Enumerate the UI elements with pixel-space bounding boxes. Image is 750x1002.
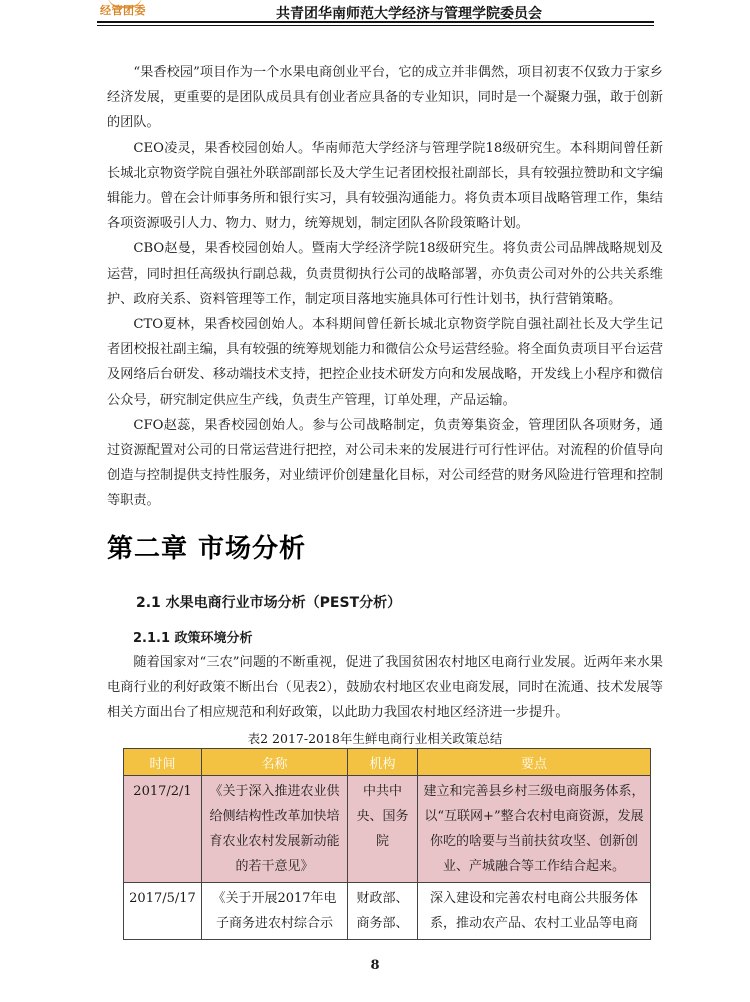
section-title: 2.1 水果电商行业市场分析（PEST分析） <box>136 595 402 611</box>
paragraph-ceo: CEO凌灵，果香校园创始人。华南师范大学经济与管理学院18级研究生。本科期间曾任新长城北京物资学院自强社外联部副部长及大学生记者团校报社副部长，具有较强拉赞助和文字编辑能力。曾在会计师事务所和银行实习，具有较强沟通能力。将负责本项目战略管理工作，集结各项资源吸引人力、物力、财力，统筹规划，制定团队各阶段策略计划。 <box>107 140 663 232</box>
cell-points: 深入建设和完善农村电商公共服务体系，推动农产品、农村工业品等电商 <box>418 883 651 940</box>
paragraph-cfo: CFO赵蕊，果香校园创始人。参与公司战略制定，负责筹集资金，管理团队各项财务，通过资源配置对公司的日常运营进行把控，对公司未来的发展进行可行性评估。对流程的价值导向创造与控制提供支持性服务，对业绩评价创建量化目标，对公司经营的财务风险进行管理和控制等职责。 <box>107 417 663 509</box>
chapter-title: 第二章 市场分析 <box>107 534 307 564</box>
paragraph-intro: “果香校园”项目作为一个水果电商创业平台，它的成立并非偶然，项目初衷不仅致力于家乡经济发展，更重要的是团队成员具有创业者应具备的专业知识，同时是一个凝聚力强，敢于创新的团队。 <box>107 65 663 131</box>
table-caption: 表2 2017-2018年生鲜电商行业相关政策总结 <box>247 731 503 746</box>
table-header-row <box>124 749 651 776</box>
cell-date: 2017/2/1 <box>124 776 202 883</box>
cell-name: 《关于深入推进农业供给侧结构性改革加快培育农业农村发展新动能的若干意见》 <box>202 776 348 883</box>
cell-date: 2017/5/17 <box>124 883 202 940</box>
header-name: 名称 <box>202 749 348 776</box>
policy-table <box>123 748 651 940</box>
header-title: 共青团华南师范大学经济与管理学院委员会 <box>276 6 542 22</box>
header-logo: 经管团委 <box>100 4 146 17</box>
intro-section <box>107 60 663 514</box>
header-rule-thin <box>97 25 654 26</box>
cell-org: 财政部、商务部、 <box>348 883 418 940</box>
subsection-title: 2.1.1 政策环境分析 <box>133 631 253 646</box>
paragraph-cto: CTO夏林，果香校园创始人。本科期间曾任新长城北京物资学院自强社副社长及大学生记者团校报社副主编，具有较强的统筹规划能力和微信公众号运营经验。将全面负责项目平台运营及网络后台研发、移动端技术支持，把控企业技术研发方向和发展战略，开发线上小程序和微信公众号，研究制定供应生产线，负责生产管理，订单处理，产品运输。 <box>107 317 663 408</box>
paragraph-policy: 随着国家对“三农”问题的不断重视，促进了我国贫困农村地区电商行业发展。近两年来水果电商行业的利好政策不断出台（见表2），鼓励农村地区农业电商发展，同时在流通、技术发展等相关方面出台了相应规范和利好政策，以此助力我国农村地区经济进一步提升。 <box>107 655 663 721</box>
header-rule <box>97 21 654 23</box>
cell-org: 中共中央、国务院 <box>348 776 418 883</box>
header-date: 时间 <box>124 749 202 776</box>
page-number: 8 <box>370 958 380 973</box>
table-row <box>124 776 651 883</box>
cell-name: 《关于开展2017年电子商务进农村综合示 <box>202 883 348 940</box>
paragraph-cbo: CBO赵曼，果香校园创始人。暨南大学经济学院18级研究生。将负责公司品牌战略规划及运营，同时担任高级执行副总裁，负责贯彻执行公司的战略部署，亦负责公司对外的公共关系维护、政府关系、资料管理等工作，制定项目落地实施具体可行性计划书，执行营销策略。 <box>107 241 663 307</box>
table-row <box>124 883 651 940</box>
cell-points: 建立和完善县乡村三级电商服务体系，以“互联网+”整合农村电商资源，发展你吃的啥要与当前扶贫攻坚、创新创业、产城融合等工作结合起来。 <box>418 776 651 883</box>
header-org: 机构 <box>348 749 418 776</box>
page-header <box>0 0 750 30</box>
header-points: 要点 <box>418 749 651 776</box>
policy-section <box>107 650 663 726</box>
